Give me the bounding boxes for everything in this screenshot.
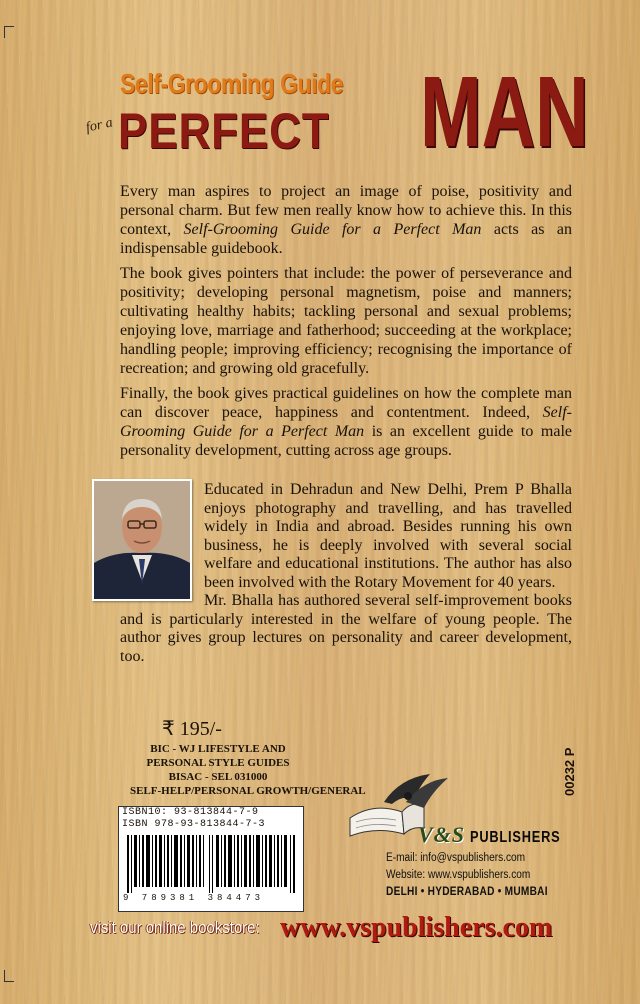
publisher-website: Website: www.vspublishers.com xyxy=(386,869,531,881)
book-blurb xyxy=(120,182,572,466)
bookstore-label: visit our online bookstore: xyxy=(90,918,260,937)
title-perfect: PERFECT xyxy=(118,103,330,159)
crop-mark xyxy=(4,981,14,983)
title-man: MAN xyxy=(420,56,589,168)
author-paragraph: Mr. Bhalla has authored several self-improvement books and is particularly interested in the welfare of young people. The author gives group lectures on personality and career development, too. xyxy=(120,592,572,665)
subject-codes: BIC - WJ LIFESTYLE AND PERSONAL STYLE GUIDES BISAC - SEL 031000 SELF-HELP/PERSONAL GROWTH/GENERAL xyxy=(130,743,366,797)
blurb-paragraph: The book gives pointers that include: the power of perseverance and positivity; developing personal magnetism, poise and manners; cultivating healthy habits; tackling personal and sexual problems; enjoying love, marriage and fatherhood; succeeding at the workplace; handling people; improving efficiency; recognising the importance of recreation; and growing old gracefully. xyxy=(120,265,572,377)
isbn13: ISBN 978-93-813844-7-3 xyxy=(122,819,266,830)
title-subtitle: Self-Grooming Guide xyxy=(120,68,344,99)
publisher-cities: DELHI • HYDERABAD • MUMBAI xyxy=(386,886,548,898)
book-title xyxy=(84,56,589,172)
barcode-digits: 9 789381 384473 xyxy=(123,893,265,903)
publisher-name: V&S PUBLISHERS xyxy=(418,822,561,847)
title-for-a: for a xyxy=(84,115,115,136)
spine-code: 00232 P xyxy=(562,747,577,796)
barcode-bars xyxy=(125,835,297,893)
isbn10: ISBN10: 93-813844-7-9 xyxy=(122,807,259,818)
isbn-barcode xyxy=(118,806,304,912)
crop-mark xyxy=(4,26,14,28)
blurb-paragraph: Every man aspires to project an image of poise, positivity and personal charm. But few men really know how to achieve this. In this context, Self-Grooming Guide for a Perfect Man acts as an indispensable guidebook. xyxy=(120,183,572,257)
price: ₹ 195/- xyxy=(162,718,222,740)
bookstore-url: www.vspublishers.com xyxy=(280,912,553,943)
blurb-paragraph: Finally, the book gives practical guidelines on how the complete man can discover peace, happiness and contentment. Indeed, Self-Grooming Guide for a Perfect Man is an excellent guide to male personality development, cutting across age groups. xyxy=(120,385,572,459)
author-paragraph: Educated in Dehradun and New Delhi, Prem P Bhalla enjoys photography and travelling, and has travelled widely in India and abroad. Besides running his own business, he is deeply involved with several social welfare and educational institutions. The author has also been involved with the Rotary Movement for 40 years. xyxy=(204,481,572,591)
publisher-contact xyxy=(386,850,582,901)
publisher-email: E-mail: info@vspublishers.com xyxy=(386,852,526,864)
bookstore-footer xyxy=(90,912,590,943)
author-bio xyxy=(120,481,572,666)
